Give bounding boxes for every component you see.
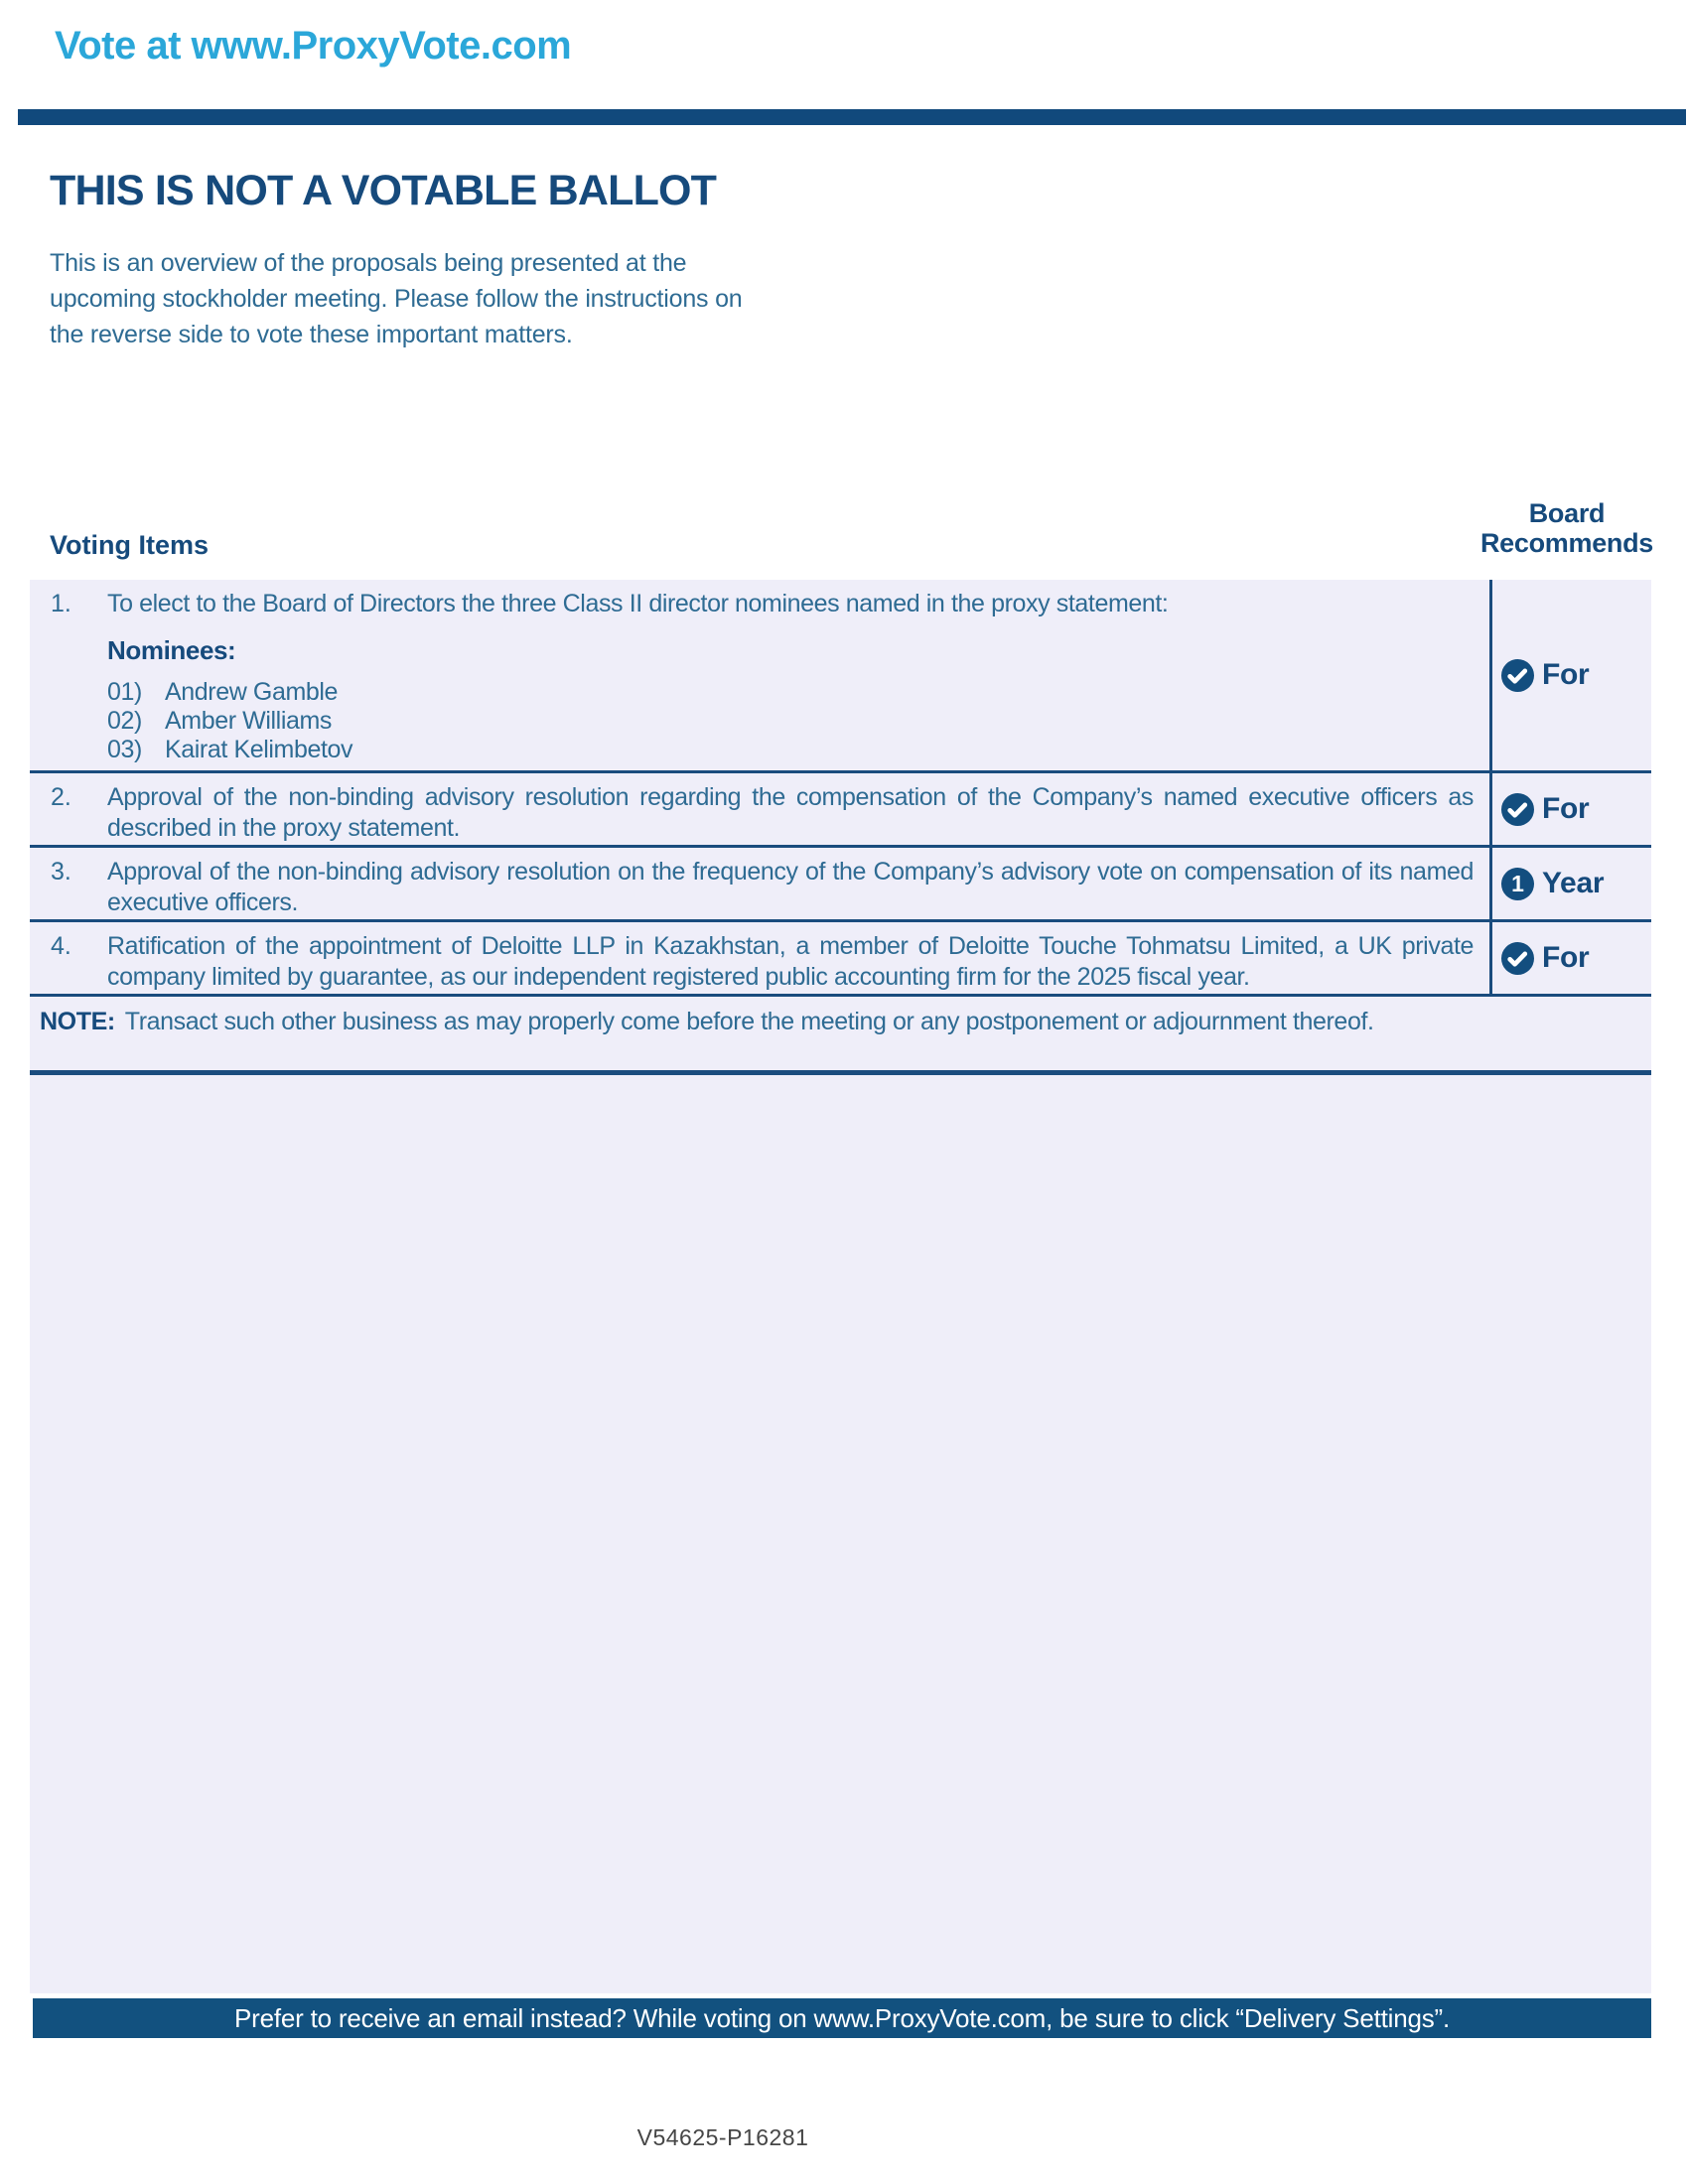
item-3-cell	[30, 848, 1489, 919]
recommendation-label: Year	[1542, 867, 1605, 899]
table-row-item-1	[30, 580, 1651, 770]
item-3-number: 3.	[51, 858, 71, 886]
nominee-row	[107, 678, 1474, 707]
document-control-number: V54625-P16281	[636, 2124, 809, 2150]
not-votable-heading: THIS IS NOT A VOTABLE BALLOT	[50, 167, 717, 214]
voting-items-table	[30, 580, 1651, 1993]
item-2-number: 2.	[51, 783, 71, 811]
item-2-recommendation	[1489, 773, 1651, 845]
header-divider-bar	[18, 109, 1686, 125]
board-recommends-header	[1473, 498, 1661, 558]
intro-line: This is an overview of the proposals being presented at the	[50, 249, 687, 277]
intro-line: upcoming stockholder meeting. Please follow the instructions on	[50, 285, 743, 313]
nominees-list	[107, 678, 1474, 764]
table-row-item-3	[30, 845, 1651, 919]
voting-items-header: Voting Items	[50, 530, 210, 560]
check-circle-icon	[1501, 942, 1534, 975]
nominee-row	[107, 707, 1474, 736]
item-2-description: Approval of the non-binding advisory resolution regarding the compensation of the Company’s named executive officers as described in the proxy statement.	[107, 783, 1474, 842]
proxyvote-title: Vote at www.ProxyVote.com	[55, 24, 572, 68]
nominee-name: Andrew Gamble	[165, 678, 339, 706]
note-cell	[30, 997, 1651, 1070]
recommendation-label: For	[1542, 941, 1590, 974]
nominee-row	[107, 736, 1474, 764]
item-1-cell	[30, 580, 1489, 770]
board-recommends-line: Recommends	[1479, 528, 1654, 558]
item-4-description: Ratification of the appointment of Deloitte LLP in Kazakhstan, a member of Deloitte Touche Tohmatsu Limited, a UK private company limited by guarantee, as our independent registered public accounting firm for the 2025 fiscal year.	[107, 932, 1474, 991]
email-delivery-banner	[33, 1998, 1651, 2038]
item-3-recommendation	[1489, 848, 1651, 919]
check-circle-icon	[1501, 793, 1534, 826]
nominee-number: 03)	[107, 736, 142, 763]
item-4-cell	[30, 922, 1489, 994]
note-label: NOTE:	[40, 1008, 115, 1035]
item-3-description: Approval of the non-binding advisory resolution on the frequency of the Company’s advisory vote on compensation of its named executive officers.	[107, 858, 1474, 916]
check-circle-icon	[1501, 659, 1534, 692]
item-4-number: 4.	[51, 932, 71, 960]
item-1-description: To elect to the Board of Directors the three Class II director nominees named in the proxy statement:	[107, 590, 1169, 617]
note-text: Transact such other business as may properly come before the meeting or any postponement or adjournment thereof.	[124, 1008, 1374, 1035]
intro-paragraph	[50, 245, 743, 352]
item-1-number: 1.	[51, 590, 71, 617]
nominees-label: Nominees:	[107, 635, 236, 665]
item-2-cell	[30, 773, 1489, 845]
email-delivery-banner-text: Prefer to receive an email instead? While voting on www.ProxyVote.com, be sure to click “Delivery Settings”.	[233, 2002, 1451, 2033]
table-row-item-2	[30, 770, 1651, 845]
recommendation-label: For	[1542, 658, 1590, 691]
table-row-item-4	[30, 919, 1651, 994]
nominee-number: 02)	[107, 707, 142, 735]
board-recommends-line: Board	[1528, 498, 1606, 528]
intro-line: the reverse side to vote these important matters.	[50, 321, 573, 348]
item-1-text-block	[107, 589, 1474, 770]
nominee-number: 01)	[107, 678, 142, 706]
item-4-recommendation	[1489, 922, 1651, 994]
item-1-recommendation	[1489, 580, 1651, 770]
nominee-name: Amber Williams	[165, 707, 333, 735]
table-row-note	[30, 994, 1651, 1075]
recommendation-label: For	[1542, 792, 1590, 825]
nominee-name: Kairat Kelimbetov	[165, 736, 353, 763]
one-circle-icon: 1	[1501, 868, 1534, 900]
